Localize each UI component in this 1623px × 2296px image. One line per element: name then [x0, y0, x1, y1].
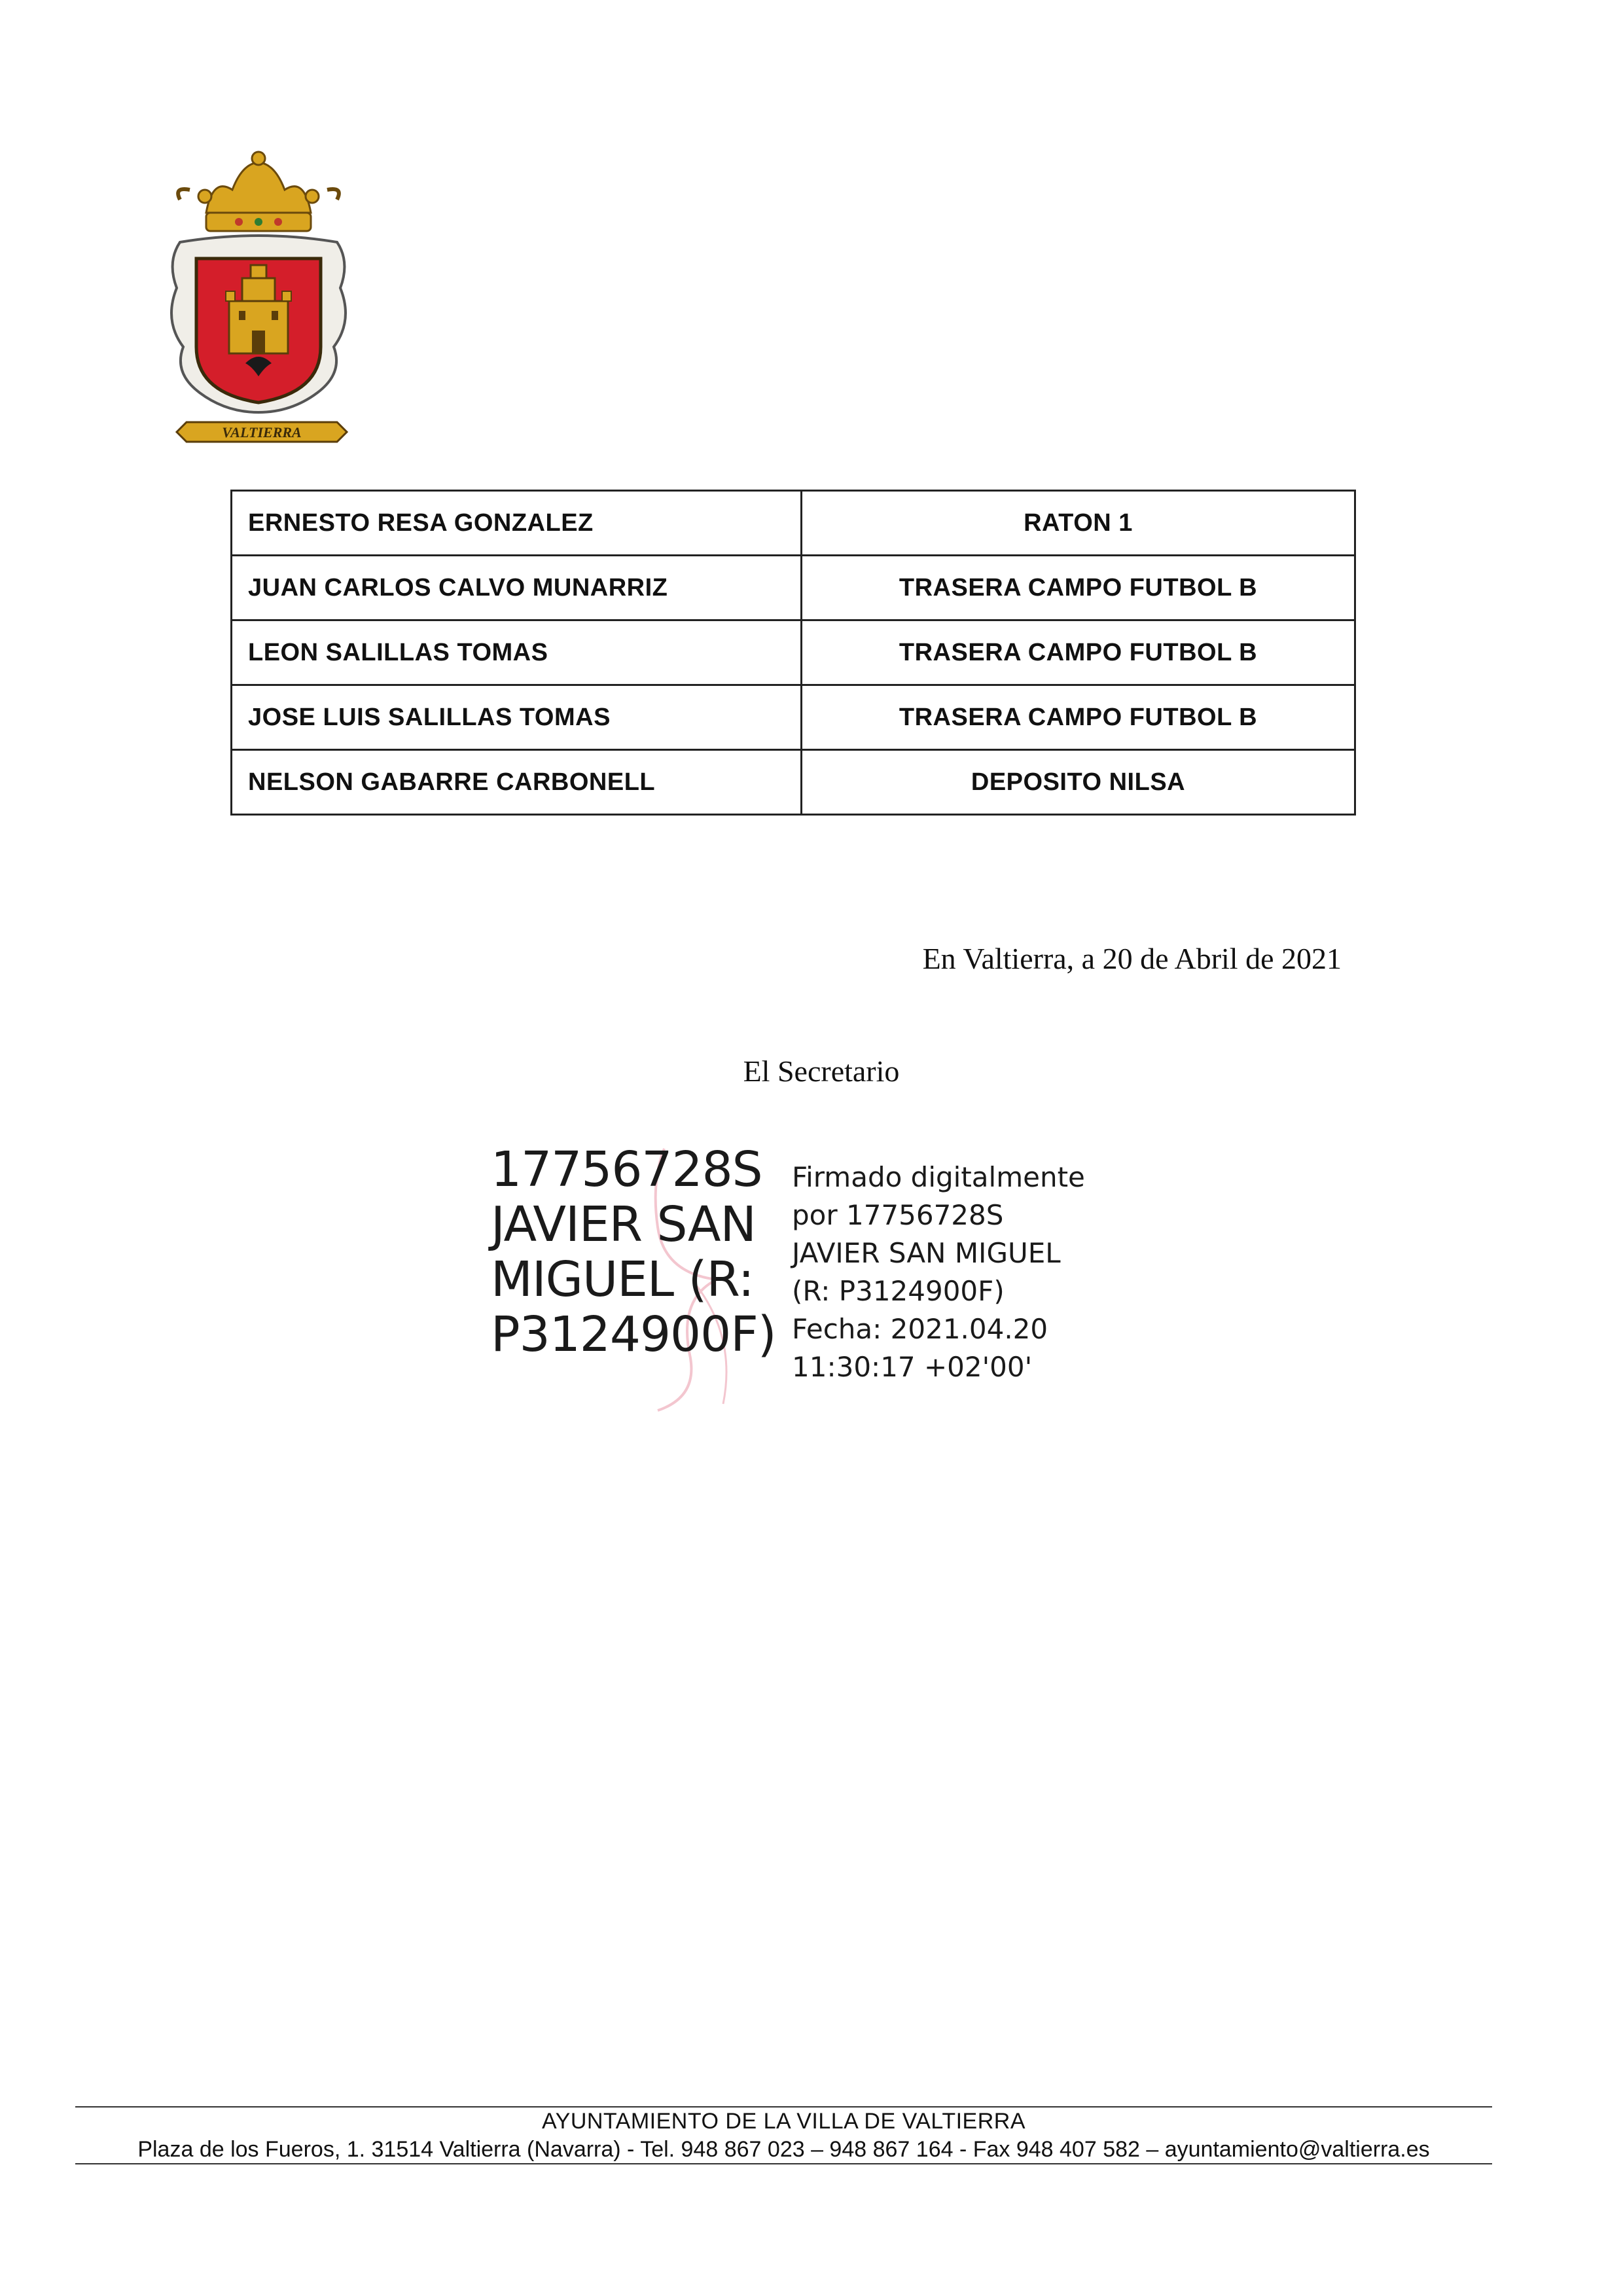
signer-name [491, 1141, 776, 1363]
table-row [232, 685, 1355, 750]
owner-cell: JUAN CARLOS CALVO MUNARRIZ [232, 556, 802, 620]
table-row [232, 556, 1355, 620]
signature-detail-line: (R: P3124900F) [792, 1275, 1005, 1307]
signer-role: El Secretario [743, 1054, 900, 1088]
table-row [232, 620, 1355, 685]
digital-signature [491, 1142, 1158, 1417]
owner-cell: LEON SALILLAS TOMAS [232, 620, 802, 685]
coat-of-arms [160, 151, 357, 452]
owner-cell: ERNESTO RESA GONZALEZ [232, 491, 802, 556]
footer-divider [75, 2163, 1492, 2164]
signer-name-line: MIGUEL (R: [491, 1251, 754, 1308]
footer-title: AYUNTAMIENTO DE LA VILLA DE VALTIERRA [541, 2109, 1026, 2134]
signature-detail-line: JAVIER SAN MIGUEL [792, 1237, 1061, 1269]
signature-detail-line: 11:30:17 +02'00' [792, 1351, 1033, 1383]
crest-label: VALTIERRA [222, 424, 302, 440]
location-cell: TRASERA CAMPO FUTBOL B [802, 685, 1355, 750]
signature-detail-line: Firmado digitalmente [792, 1161, 1085, 1193]
location-cell: DEPOSITO NILSA [802, 750, 1355, 815]
table-row [232, 750, 1355, 815]
owner-cell: JOSE LUIS SALILLAS TOMAS [232, 685, 802, 750]
location-cell: TRASERA CAMPO FUTBOL B [802, 556, 1355, 620]
signature-detail-line: Fecha: 2021.04.20 [792, 1313, 1048, 1345]
signer-name-line: JAVIER SAN [491, 1196, 756, 1253]
location-cell: RATON 1 [802, 491, 1355, 556]
footer-address: Plaza de los Fueros, 1. 31514 Valtierra (Navarra) - Tel. 948 867 023 – 948 867 164 - Fax 948 407 582 – ayuntamiento@valtierra.es [137, 2137, 1430, 2162]
footer-divider [75, 2106, 1492, 2108]
location-cell: TRASERA CAMPO FUTBOL B [802, 620, 1355, 685]
place-and-date: En Valtierra, a 20 de Abril de 2021 [922, 942, 1342, 975]
owner-cell: NELSON GABARRE CARBONELL [232, 750, 802, 815]
owners-table [230, 490, 1356, 816]
signer-name-line: P3124900F) [491, 1306, 776, 1363]
table-row [232, 491, 1355, 556]
crown-icon [178, 152, 339, 231]
signature-detail-line: por 17756728S [792, 1199, 1004, 1231]
signer-name-line: 17756728S [491, 1141, 762, 1198]
ribbon-banner [177, 422, 347, 442]
signature-details [792, 1158, 1085, 1386]
